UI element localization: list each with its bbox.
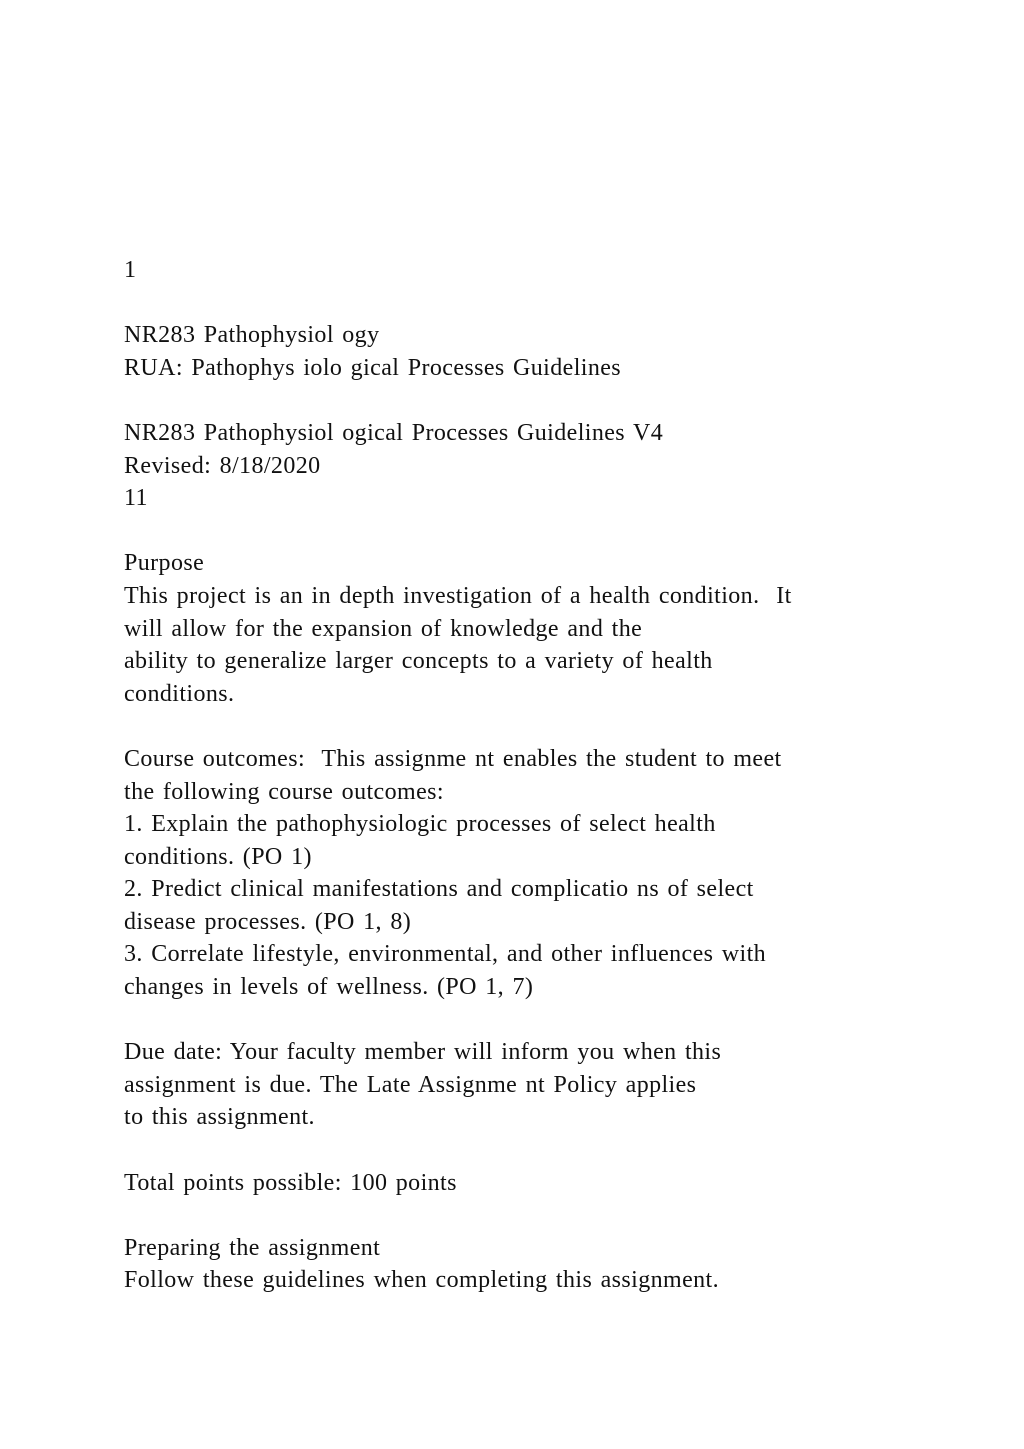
purpose-line: conditions. (124, 680, 235, 707)
document-page (124, 254, 984, 1297)
purpose-line: ability to generalize larger concepts to a variety of health (124, 648, 713, 675)
outcomes-line: Course outcomes: This assignme nt enables the student to meet (124, 745, 782, 772)
purpose-section (124, 547, 984, 710)
due-date-line: to this assignment. (124, 1104, 315, 1131)
outcomes-line: disease processes. (PO 1, 8) (124, 908, 412, 935)
outcomes-line: conditions. (PO 1) (124, 843, 312, 870)
outcomes-line: changes in levels of wellness. (PO 1, 7) (124, 974, 534, 1001)
purpose-heading: Purpose (124, 550, 205, 577)
document-header (124, 319, 984, 384)
spacer (124, 287, 984, 320)
outcomes-line: the following course outcomes: (124, 778, 444, 805)
spacer (124, 1004, 984, 1037)
spacer (124, 710, 984, 743)
preparing-text: Follow these guidelines when completing this assignment. (124, 1267, 720, 1294)
purpose-line: This project is an in depth investigation of a health condition. It (124, 582, 792, 609)
page-reference: 11 (124, 485, 148, 512)
purpose-line: will allow for the expansion of knowledge and the (124, 615, 643, 642)
spacer (124, 1199, 984, 1232)
spacer (124, 384, 984, 417)
course-title: NR283 Pathophysiol ogy (124, 322, 380, 349)
outcomes-section (124, 743, 984, 1004)
document-title: NR283 Pathophysiol ogical Processes Guidelines V4 (124, 419, 664, 446)
due-date-line: assignment is due. The Late Assignme nt Policy applies (124, 1071, 697, 1098)
document-info (124, 417, 984, 515)
outcomes-line: 3. Correlate lifestyle, environmental, and other influences with (124, 941, 767, 968)
outcomes-line: 1. Explain the pathophysiologic processes of select health (124, 811, 716, 838)
revised-date: Revised: 8/18/2020 (124, 452, 321, 479)
spacer (124, 515, 984, 548)
page-number: 1 (124, 257, 137, 283)
points-section (124, 1167, 984, 1200)
due-date-line: Due date: Your faculty member will inform you when this (124, 1039, 722, 1066)
due-date-section (124, 1036, 984, 1134)
spacer (124, 1134, 984, 1167)
preparing-section (124, 1232, 984, 1297)
outcomes-line: 2. Predict clinical manifestations and complicatio ns of select (124, 876, 754, 903)
preparing-heading: Preparing the assignment (124, 1234, 381, 1261)
total-points: Total points possible: 100 points (124, 1169, 457, 1196)
assignment-title: RUA: Pathophys iolo gical Processes Guidelines (124, 354, 622, 381)
